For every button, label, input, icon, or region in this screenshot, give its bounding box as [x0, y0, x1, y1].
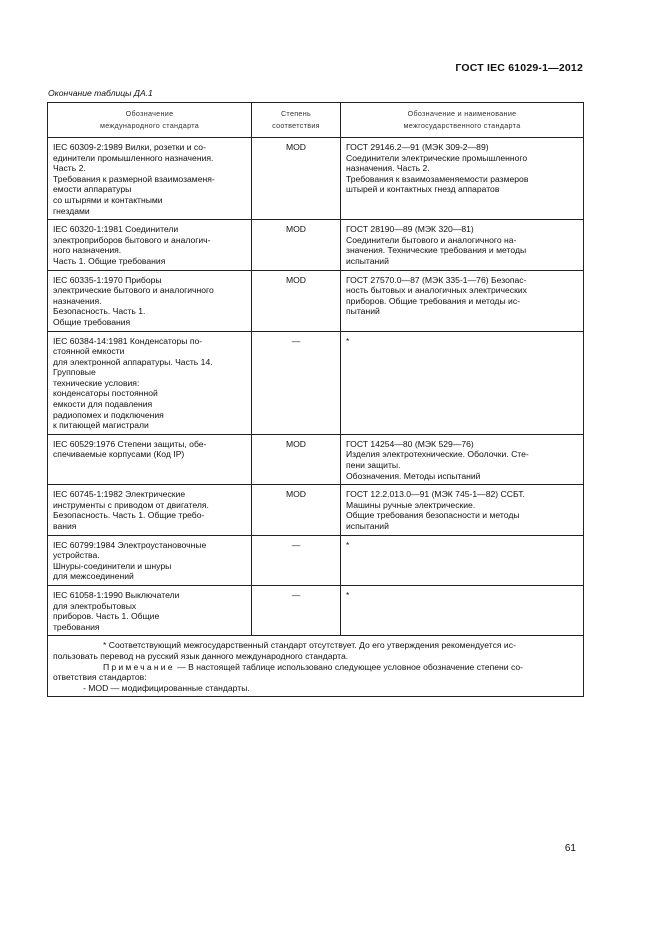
note-label: Примечание — [103, 661, 175, 672]
degree-cell: — — [252, 535, 341, 585]
table-footnote — [48, 636, 584, 697]
table-header-row — [48, 103, 584, 138]
intl-standard-cell: IEC 60320-1:1981 Соединители электроприборов бытового и аналогич- ного назначения. Часть 1. Общие требования — [48, 220, 252, 270]
gost-standard-cell: ГОСТ 14254—80 (МЭК 529—76) Изделия электротехнические. Оболочки. Сте- пени защиты. Обозначения. Методы испытаний — [341, 434, 584, 484]
table-row — [48, 535, 584, 585]
header-intl-standard: Обозначение международного стандарта — [48, 103, 252, 138]
intl-standard-cell: IEC 60799:1984 Электроустановочные устройства. Шнуры-соединители и шнуры для межсоединений — [48, 535, 252, 585]
note-text: — В настоящей таблице использовано следующее условное обозначение степени со- — [174, 661, 524, 672]
gost-standard-cell: ГОСТ 29146.2—91 (МЭК 309-2—89) Соединители электрические промышленного назначения. Часть 2. Требования к взаимозаменяемости размеров штырей и контактных гнезд аппаратов — [341, 138, 584, 220]
note-text-line: ответствия стандартов: — [53, 672, 147, 683]
degree-cell: MOD — [252, 138, 341, 220]
table-row — [48, 485, 584, 535]
page-number: 61 — [564, 843, 576, 854]
gost-standard-cell: * — [341, 535, 584, 585]
intl-standard-cell: IEC 60384-14:1981 Конденсаторы по- стоянной емкости для электронной аппаратуры. Часть 14. Групповые технические условия: конденсаторы постоянной емкости для подавления радиопомех и подключения к питающей магистрали — [48, 331, 252, 434]
degree-cell: MOD — [252, 220, 341, 270]
table-row — [48, 220, 584, 270]
table-caption: Окончание таблицы ДА.1 — [48, 88, 153, 98]
degree-cell: — — [252, 585, 341, 635]
note-line — [53, 662, 578, 673]
gost-standard-cell: ГОСТ 27570.0—87 (МЭК 335-1—76) Безопас- ность бытовых и аналогичных электрических приборов. Общие требования и методы ис- пытаний — [341, 270, 584, 331]
degree-cell: MOD — [252, 485, 341, 535]
table-row — [48, 270, 584, 331]
header-gost-standard: Обозначение и наименование межгосударственного стандарта — [341, 103, 584, 138]
table-row — [48, 138, 584, 220]
intl-standard-cell: IEC 60745-1:1982 Электрические инструменты с приводом от двигателя. Безопасность. Часть 1. Общие требо- вания — [48, 485, 252, 535]
degree-cell: MOD — [252, 270, 341, 331]
degree-cell: MOD — [252, 434, 341, 484]
gost-standard-cell: * — [341, 331, 584, 434]
standards-correspondence-table — [47, 102, 584, 697]
intl-standard-cell: IEC 60335-1:1970 Приборы электрические бытового и аналогичного назначения. Безопасность. Часть 1. Общие требования — [48, 270, 252, 331]
intl-standard-cell: IEC 61058-1:1990 Выключатели для электробытовых приборов. Часть 1. Общие требования — [48, 585, 252, 635]
gost-standard-cell: ГОСТ 28190—89 (МЭК 320—81) Соединители бытового и аналогичного на- значения. Технические требования и методы испытаний — [341, 220, 584, 270]
table-row — [48, 585, 584, 635]
table-row — [48, 331, 584, 434]
header-degree: Степень соответствия — [252, 103, 341, 138]
intl-standard-cell: IEC 60309-2:1989 Вилки, розетки и со- единители промышленного назначения. Часть 2. Требования к размерной взаимозаменя- емости аппаратуры со штырями и контактными гнездами — [48, 138, 252, 220]
table-row — [48, 434, 584, 484]
intl-standard-cell: IEC 60529:1976 Степени защиты, обе- спечиваемые корпусами (Код IP) — [48, 434, 252, 484]
gost-standard-cell: ГОСТ 12.2.013.0—91 (МЭК 745-1—82) ССБТ. Машины ручные электрические. Общие требования безопасности и методы испытаний — [341, 485, 584, 535]
abbreviation-item: - MOD — модифицированные стандарты. — [83, 682, 250, 693]
document-id-header: ГОСТ IEC 61029-1—2012 — [455, 62, 583, 74]
table-footnote-row — [48, 636, 584, 697]
gost-standard-cell: * — [341, 585, 584, 635]
footnote-text-line: пользовать перевод на русский язык данного международного стандарта. — [53, 650, 349, 661]
footnote-text-line: * Соответствующий межгосударственный стандарт отсутствует. До его утверждения рекомендуется ис- — [103, 640, 516, 651]
degree-cell: — — [252, 331, 341, 434]
